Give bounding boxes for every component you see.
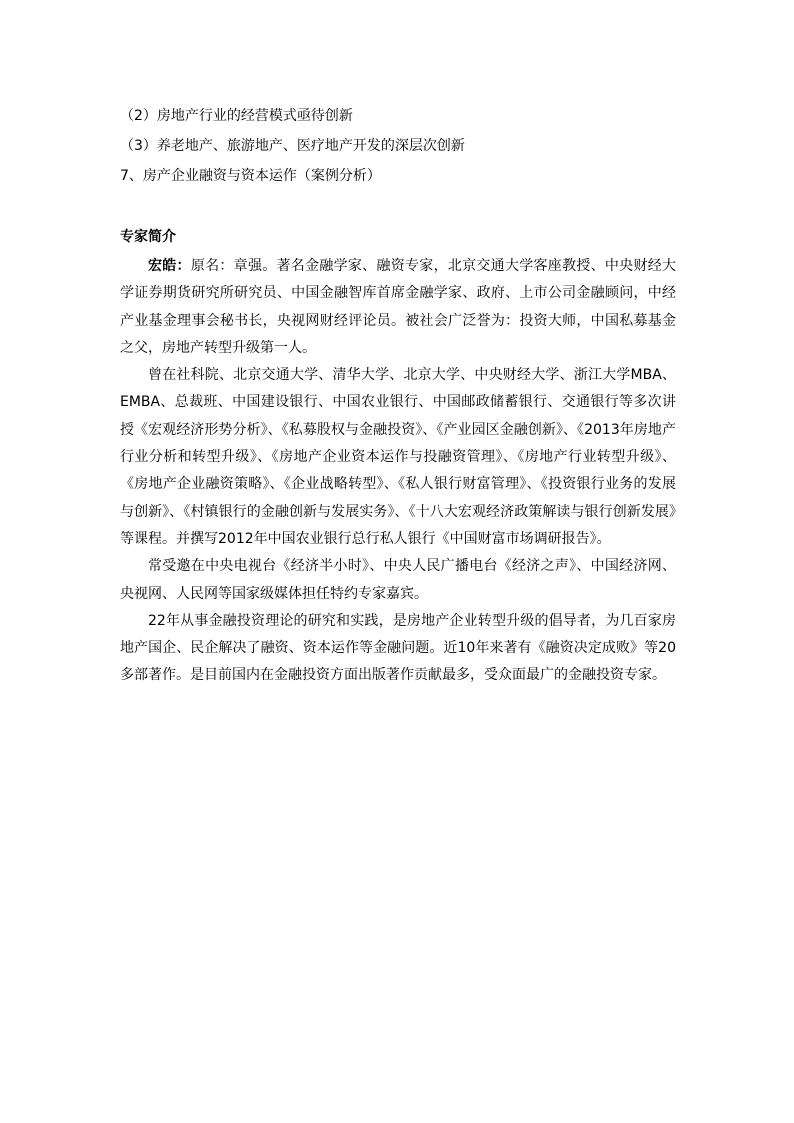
expert-intro-paragraph	[120, 253, 676, 362]
expert-research-paragraph: 22年从事金融投资理论的研究和实践，是房地产企业转型升级的倡导者，为几百家房地产国企、民企解决了融资、资本运作等金融问题。近10年来著有《融资决定成败》等20多部著作。是目前国内在金融投资方面出版著作贡献最多，受众面最广的金融投资专家。	[120, 612, 676, 684]
outline-item-7: 7、房产企业融资与资本运作（案例分析）	[120, 168, 381, 184]
expert-heading: 专家简介	[120, 229, 176, 245]
expert-name: 宏皓：	[148, 258, 191, 274]
expert-intro-text: 原名：章强。著名金融学家、融资专家，北京交通大学客座教授、中央财经大学证券期货研究所研究员、中国金融智库首席金融学家、政府、上市公司金融顾问，中经产业基金理事会秘书长，央视网财经评论员。被社会广泛誉为：投资大师，中国私募基金之父，房地产转型升级第一人。	[120, 258, 677, 356]
expert-media-paragraph: 常受邀在中央电视台《经济半小时》、中央人民广播电台《经济之声》、中国经济网、央视网、人民网等国家级媒体担任特约专家嘉宾。	[120, 558, 676, 602]
document-body	[120, 101, 676, 690]
expert-teaching-paragraph: 曾在社科院、北京交通大学、清华大学、北京大学、中央财经大学、浙江大学MBA、EMBA、总裁班、中国建设银行、中国农业银行、中国邮政储蓄银行、交通银行等多次讲授《宏观经济形势分析》、《私募股权与金融投资》、《产业园区金融创新》、《2013年房地产行业分析和转型升级》、《房地产企业资本运作与投融资管理》、《房地产行业转型升级》、《房地产企业融资策略》、《企业战略转型》、《私人银行财富管理》、《投资银行业务的发展与创新》、《村镇银行的金融创新与发展实务》、《十八大宏观经济政策解读与银行创新发展》等课程。并撰写2012年中国农业银行总行私人银行《中国财富市场调研报告》。	[120, 367, 676, 547]
outline-item-3: （3）养老地产、旅游地产、医疗地产开发的深层次创新	[120, 138, 465, 154]
blank-line	[120, 191, 676, 221]
outline-item-2: （2）房地产行业的经营模式亟待创新	[120, 108, 353, 124]
